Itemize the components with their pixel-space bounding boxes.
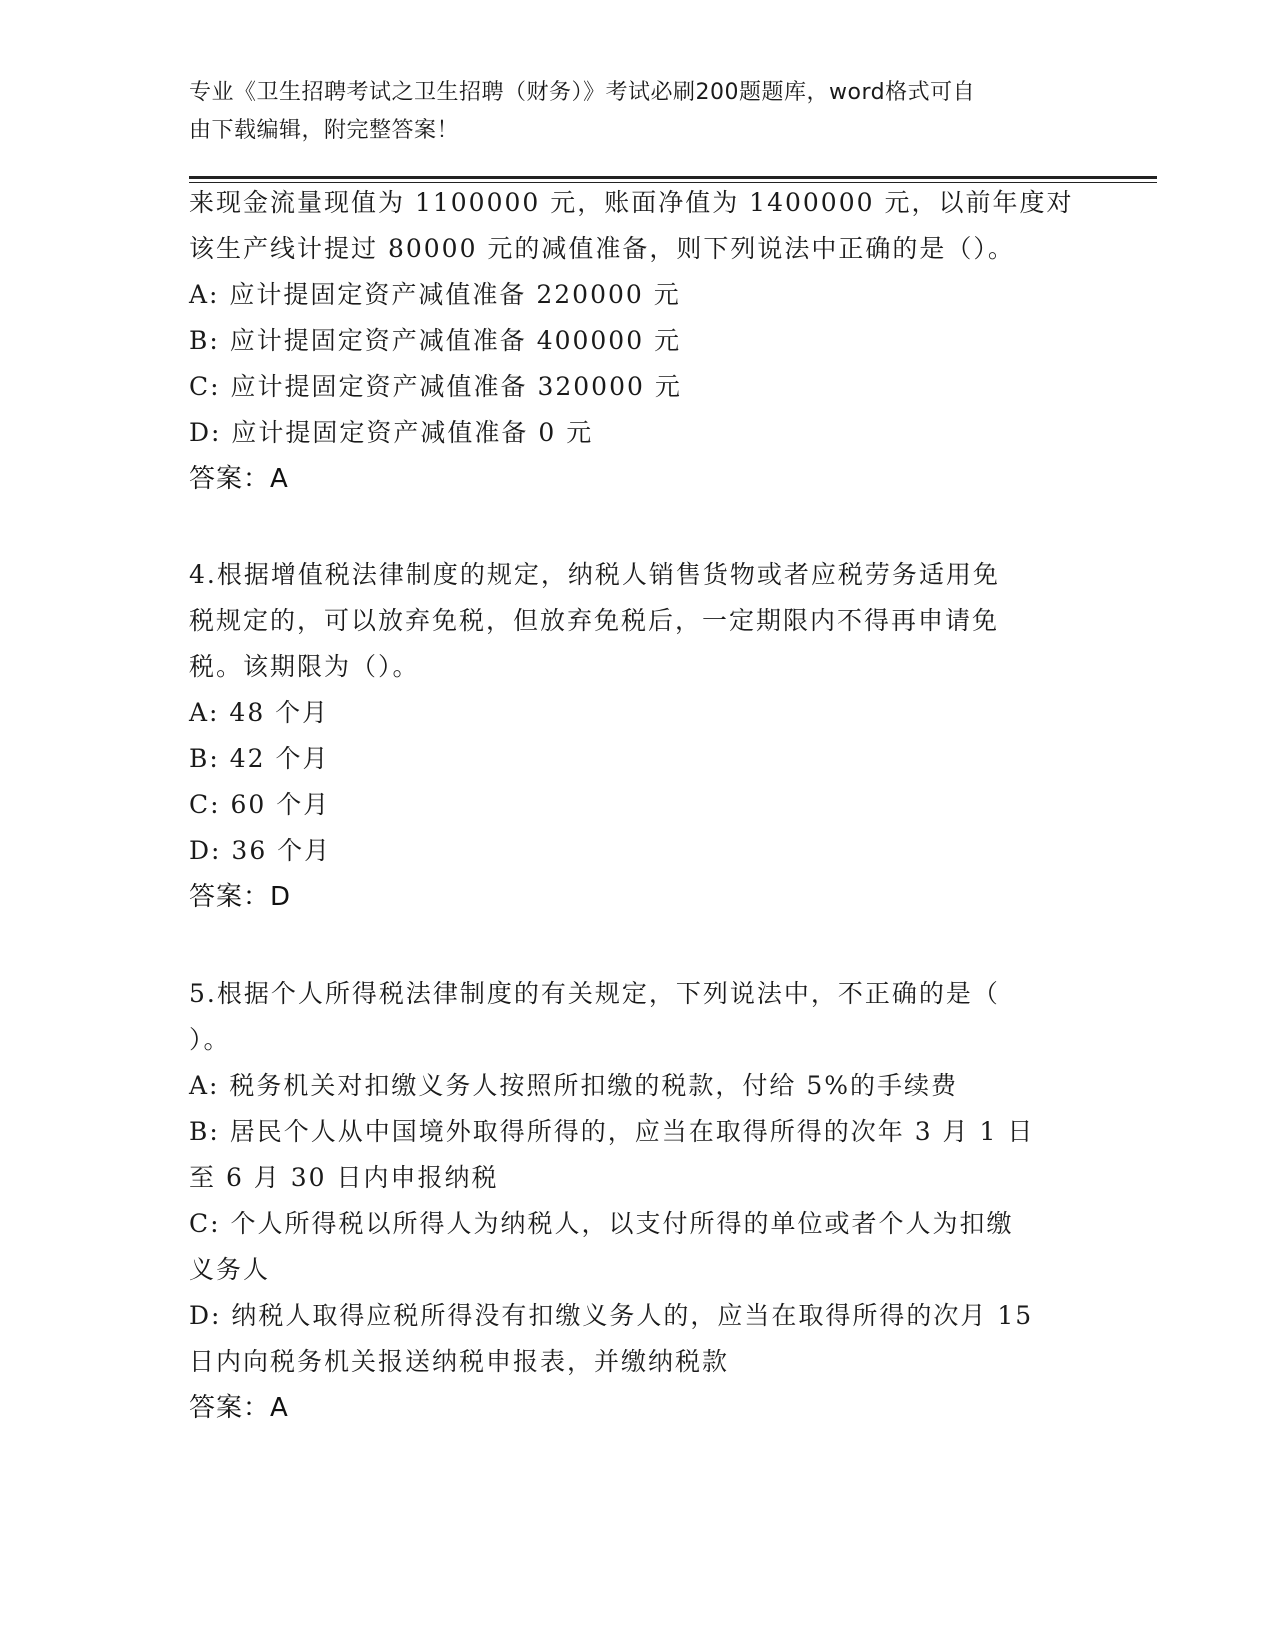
question-5 [189,971,1089,1385]
question-5-stem-line-1: 5.根据个人所得税法律制度的有关规定，下列说法中，不正确的是（ [189,979,1000,1008]
question-4-stem-line-2: 税规定的，可以放弃免税，但放弃免税后，一定期限内不得再申请免 [189,606,1000,635]
question-3 [189,180,1089,456]
question-4-stem-line-3: 税。该期限为（）。 [189,652,420,681]
question-4-option-a: A: 48 个月 [189,698,330,727]
question-5-option-b-line-2: 至 6 月 30 日内申报纳税 [189,1163,499,1192]
question-4-answer: 答案：D [189,882,292,912]
question-3-stem-line-2: 该生产线计提过 80000 元的减值准备，则下列说法中正确的是（）。 [189,234,1015,263]
question-5-stem-line-2: ）。 [189,1025,231,1054]
header-rule-thick [189,176,1157,179]
question-3-option-c: C: 应计提固定资产减值准备 320000 元 [189,372,682,401]
question-5-option-c-line-1: C: 个人所得税以所得人为纳税人，以支付所得的单位或者个人为扣缴 [189,1209,1014,1238]
question-5-option-d-line-2: 日内向税务机关报送纳税申报表，并缴纳税款 [189,1347,730,1376]
question-4-option-b: B: 42 个月 [189,744,330,773]
question-4-option-d: D: 36 个月 [189,836,332,865]
question-3-option-b: B: 应计提固定资产减值准备 400000 元 [189,326,682,355]
question-4 [189,552,1089,874]
question-4-stem-line-1: 4.根据增值税法律制度的规定，纳税人销售货物或者应税劳务适用免 [189,560,1000,589]
question-5-answer: 答案：A [189,1393,289,1423]
question-5-option-b-line-1: B: 居民个人从中国境外取得所得的，应当在取得所得的次年 3 月 1 日 [189,1117,1035,1146]
question-3-answer: 答案：A [189,464,289,494]
question-5-option-a: A: 税务机关对扣缴义务人按照所扣缴的税款，付给 5%的手续费 [189,1071,959,1100]
question-3-option-a: A: 应计提固定资产减值准备 220000 元 [189,280,681,309]
question-3-option-d: D: 应计提固定资产减值准备 0 元 [189,418,594,447]
header-line-2: 由下载编辑，附完整答案！ [189,118,460,143]
question-5-option-d-line-1: D: 纳税人取得应税所得没有扣缴义务人的，应当在取得所得的次月 15 [189,1301,1034,1330]
header-line-1: 专业《卫生招聘考试之卫生招聘（财务）》考试必刷200题题库，word格式可自 [189,80,976,105]
question-3-stem-line-1: 来现金流量现值为 1100000 元，账面净值为 1400000 元，以前年度对 [189,188,1074,217]
question-5-option-c-line-2: 义务人 [189,1255,271,1284]
page-header [189,74,1079,150]
question-4-option-c: C: 60 个月 [189,790,331,819]
